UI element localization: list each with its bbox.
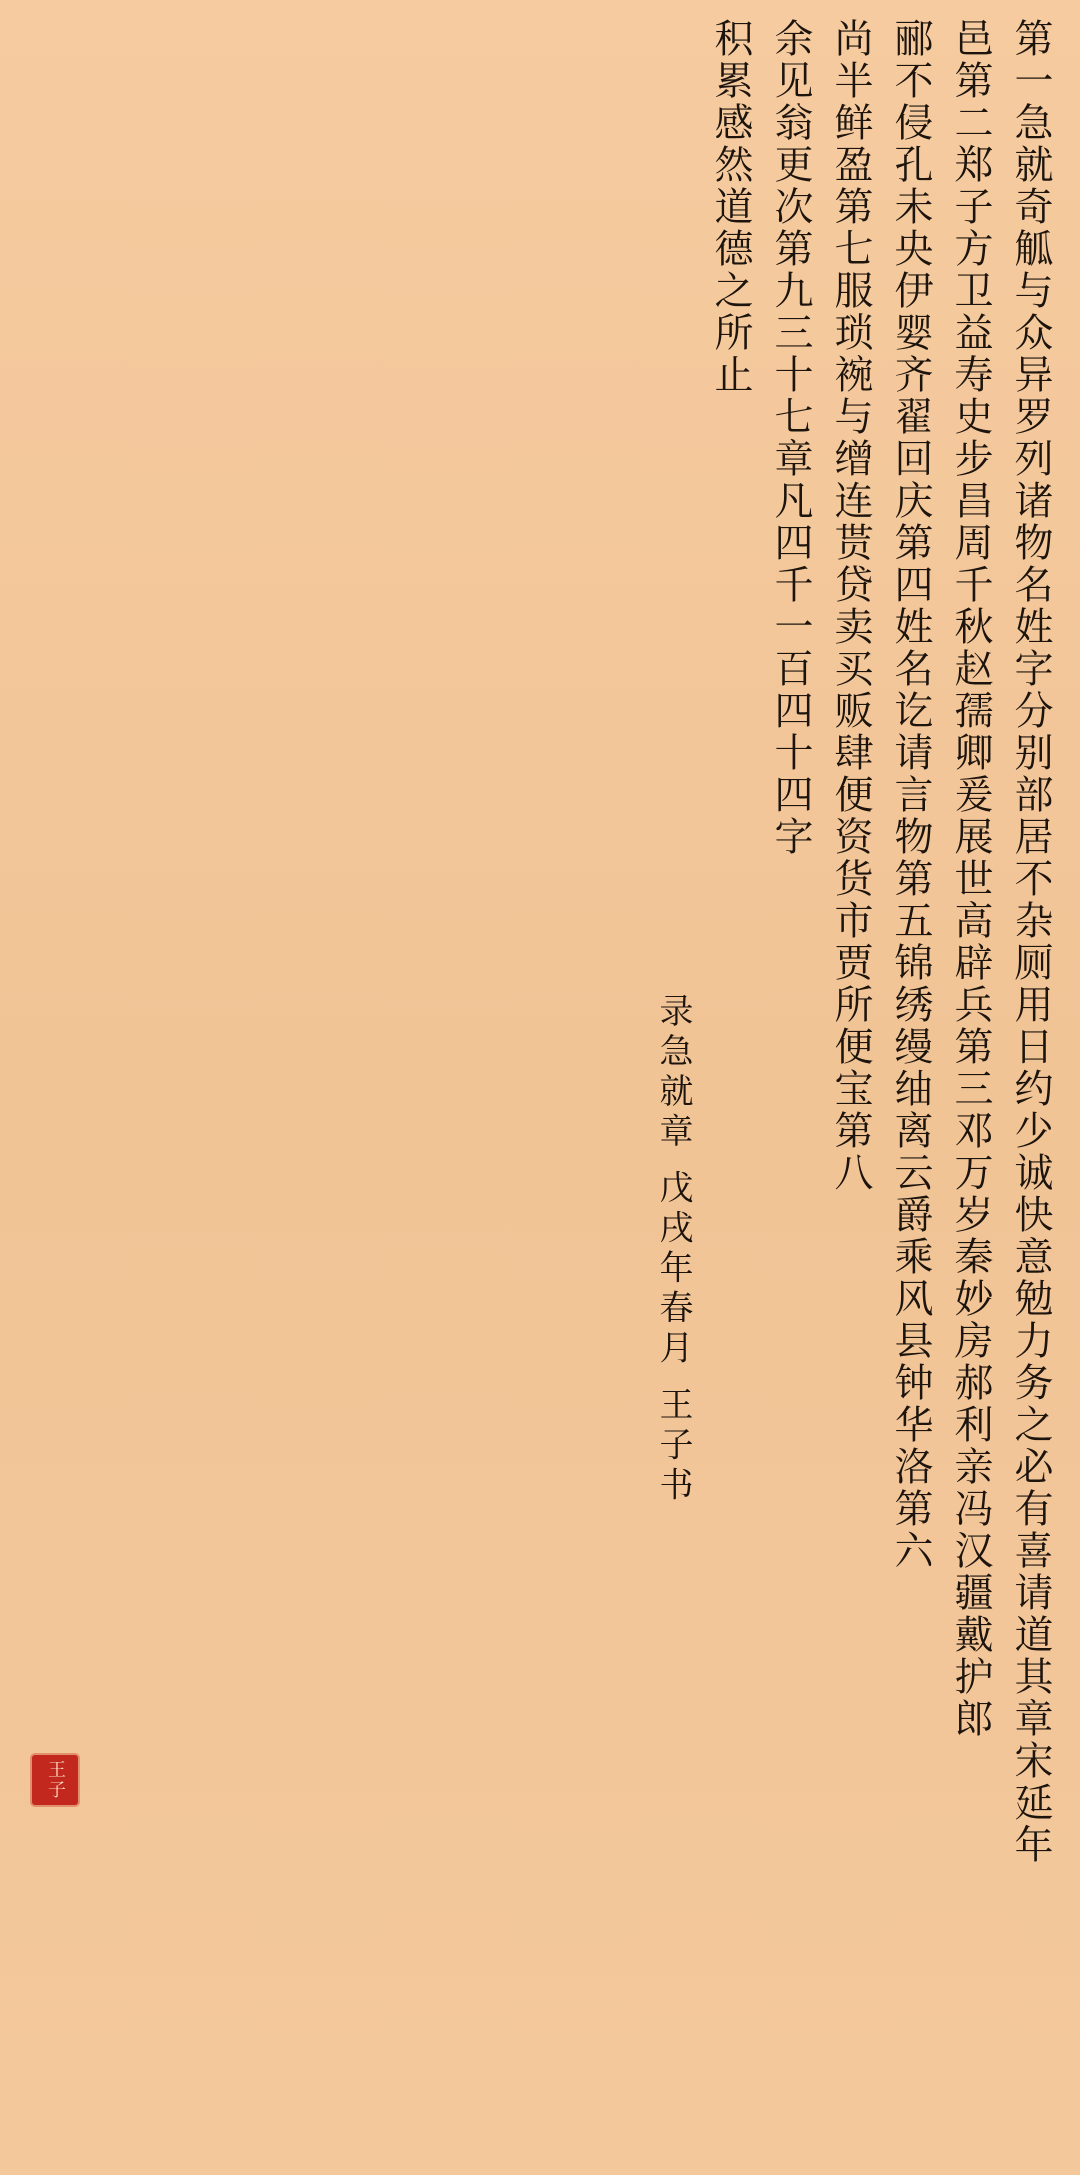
text-column-2: 邑第二郑子方卫益寿史步昌周千秋赵孺卿爰展世高辟兵第三邓万岁秦妙房郝利亲冯汉疆戴护郎 [948, 18, 993, 1740]
text-column-1: 第一急就奇觚与众异罗列诸物名姓字分别部居不杂厕用日约少诚快意勉力务之必有喜请道其章宋延年 [1008, 18, 1053, 1866]
colophon-inscription: 录急就章 戊戌年春月 王子书 [653, 993, 693, 1507]
calligraphy-columns [20, 18, 1060, 2155]
text-column-3: 郦不侵孔未央伊婴齐翟回庆第四姓名讫请言物第五锦绣缦䌷离云爵乘风县钟华洛第六 [888, 18, 933, 1572]
text-column-4: 尚半鲜盈第七服琐䘼与缯连贳贷卖买贩肆便资货市贾所便宝第八 [828, 18, 873, 1194]
text-column-5: 余见翁更次第九三十七章凡四千一百四十四字 [768, 18, 813, 858]
red-seal-stamp [32, 1755, 78, 1805]
text-column-6: 积累感然道德之所止 [708, 18, 753, 396]
seal-text: 王子 [45, 1760, 66, 1800]
